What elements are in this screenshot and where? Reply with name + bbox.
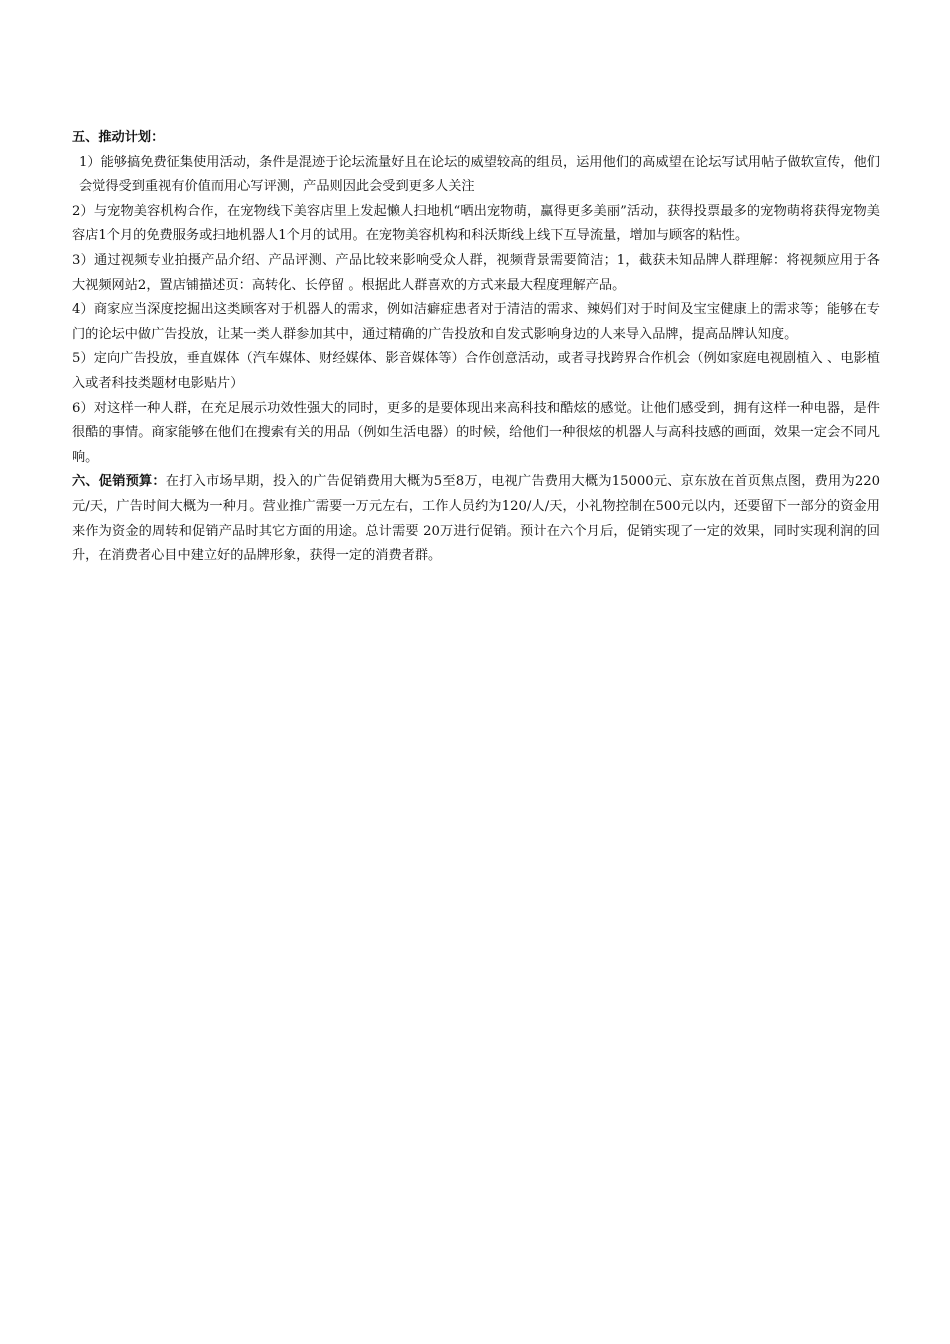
plan-item-2: 2）与宠物美容机构合作，在宠物线下美容店里上发起懒人扫地机“晒出宠物萌，赢得更多美丽”活动，获得投票最多的宠物萌将获得宠物美容店1个月的免费服务或扫地机器人1个月的试用。在宠物美容机构和科沃斯线上线下互导流量，增加与顾客的粘性。 [72, 203, 880, 244]
section-5-heading: 五、推动计划： [72, 130, 165, 145]
plan-item-3: 3）通过视频专业拍摄产品介绍、产品评测、产品比较来影响受众人群，视频背景需要简洁；1，截获未知品牌人群理解：将视频应用于各大视频网站2，置店铺描述页：高转化、长停留 。根据此人群喜欢的方式来最大程度理解产品。 [72, 252, 880, 293]
document-page [72, 126, 880, 569]
plan-item-6: 6）对这样一种人群，在充足展示功效性强大的同时，更多的是要体现出来高科技和酷炫的感觉。让他们感受到，拥有这样一种电器，是件很酷的事情。商家能够在他们在搜索有关的用品（例如生活电器）的时候，给他们一种很炫的机器人与高科技感的画面，效果一定会不同凡响。 [72, 400, 880, 465]
budget-body: 在打入市场早期，投入的广告促销费用大概为5至8万，电视广告费用大概为15000元、京东放在首页焦点图，费用为220元/天，广告时间大概为一种月。营业推广需要一万元左右，工作人员约为120/人/天，小礼物控制在500元以内，还要留下一部分的资金用来作为资金的周转和促销产品时其它方面的用途。总计需要 20万进行促销。预计在六个月后，促销实现了一定的效果，同时实现利润的回升，在消费者心目中建立好的品牌形象，获得一定的消费者群。 [72, 474, 881, 564]
plan-item-1: 1）能够搞免费征集使用活动，条件是混迹于论坛流量好且在论坛的威望较高的组员，运用他们的高威望在论坛写试用帖子做软宣传，他们会觉得受到重视有价值而用心写评测，产品则因此会受到更多人关注 [79, 154, 880, 195]
plan-item-5: 5）定向广告投放，垂直媒体（汽车媒体、财经媒体、影音媒体等）合作创意活动，或者寻找跨界合作机会（例如家庭电视剧植入 、电影植入或者科技类题材电影贴片） [72, 351, 880, 391]
section-6-heading: 六、促销预算： [72, 474, 166, 490]
plan-item-4: 4）商家应当深度挖掘出这类顾客对于机器人的需求，例如洁癖症患者对于清洁的需求、辣妈们对于时间及宝宝健康上的需求等；能够在专门的论坛中做广告投放，让某一类人群参加其中，通过精确的广告投放和自发式影响身边的人来导入品牌，提高品牌认知度。 [72, 302, 880, 342]
budget-paragraph [72, 470, 880, 568]
